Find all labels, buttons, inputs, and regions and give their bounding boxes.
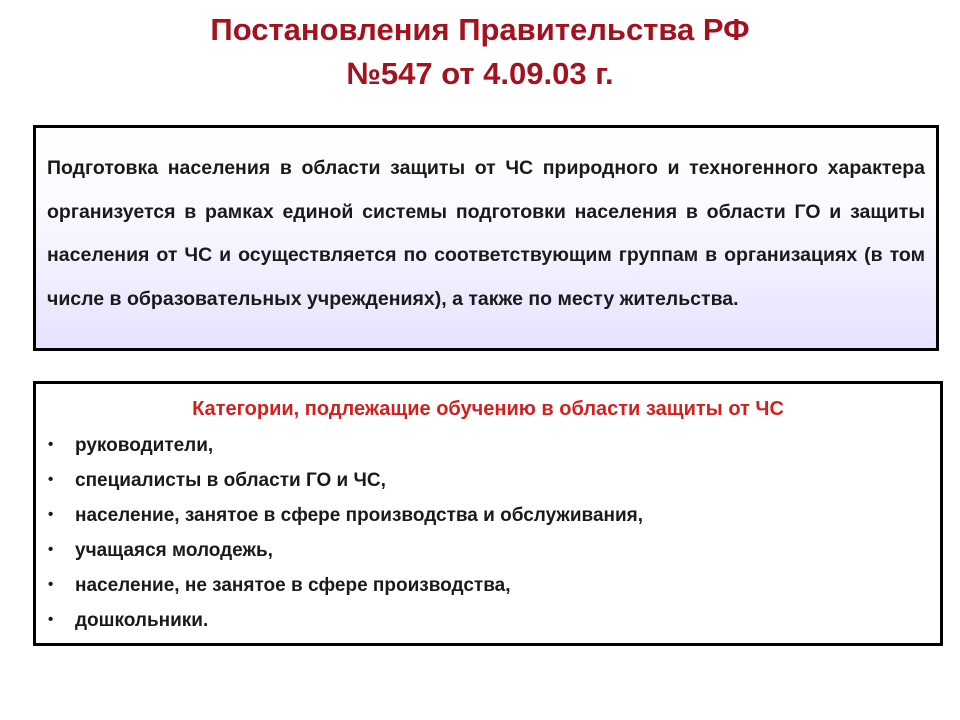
bullet-icon: •	[48, 611, 54, 628]
categories-heading: Категории, подлежащие обучению в области защиты от ЧС	[192, 398, 784, 420]
list-item-text: население, занятое в сфере производства и обслуживания,	[75, 505, 644, 526]
intro-text: Подготовка населения в области защиты от ЧС природного и техногенного характера организуется в рамках единой системы подготовки населения в области ГО и защиты населения от ЧС и осуществляется по соответствующим группам в организациях (в том числе в образовательных учреждениях), а также по месту жительства.	[47, 157, 925, 310]
intro-box	[33, 125, 939, 351]
list-item	[46, 568, 930, 603]
list-item	[46, 498, 930, 533]
categories-list	[46, 428, 930, 638]
list-item-text: специалисты в области ГО и ЧС,	[75, 470, 386, 491]
list-item	[46, 603, 930, 638]
title-line-2: №547 от 4.09.03 г.	[346, 56, 614, 91]
list-item	[46, 463, 930, 498]
bullet-icon: •	[48, 541, 54, 558]
list-item-text: учащаяся молодежь,	[75, 540, 273, 561]
list-item-text: руководители,	[75, 435, 214, 456]
list-item-text: население, не занятое в сфере производства,	[75, 575, 511, 596]
title-line-1: Постановления Правительства РФ	[210, 12, 750, 47]
bullet-icon: •	[48, 436, 54, 453]
bullet-icon: •	[48, 576, 54, 593]
page-title	[0, 8, 960, 96]
list-item	[46, 428, 930, 463]
bullet-icon: •	[48, 471, 54, 488]
bullet-icon: •	[48, 506, 54, 523]
categories-box	[33, 381, 943, 646]
list-item-text: дошкольники.	[75, 610, 209, 631]
list-item	[46, 533, 930, 568]
